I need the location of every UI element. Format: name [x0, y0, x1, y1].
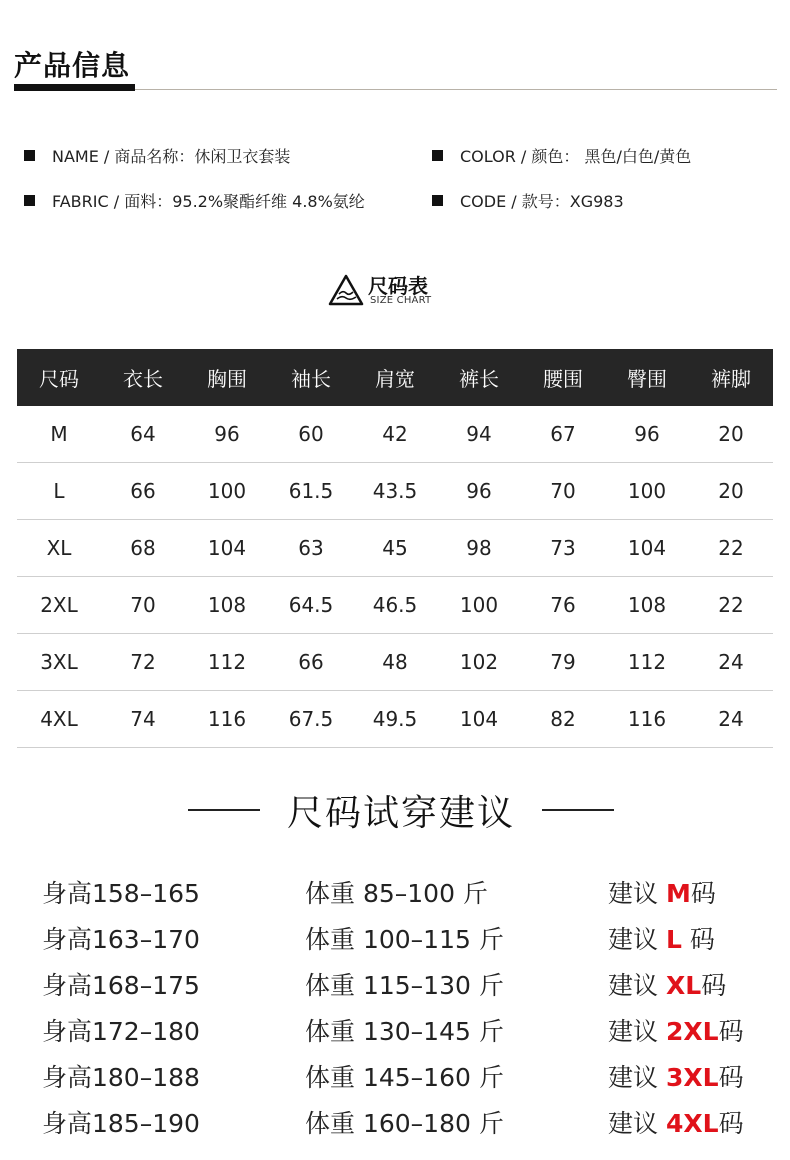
table-row [17, 463, 773, 520]
header-divider [135, 89, 777, 90]
fit-height: 身高185–190 [42, 1109, 200, 1138]
measure-cell: 82 [521, 691, 605, 748]
suggest-label: 建议 [608, 1109, 659, 1138]
table-header-cell: 袖长 [269, 349, 353, 406]
table-row [17, 691, 773, 748]
info-code-text: CODE / 款号：XG983 [460, 192, 624, 211]
heading-dash-right [542, 809, 614, 811]
fit-weight: 体重 100–115 斤 [305, 925, 504, 954]
title-underline-bar [14, 84, 135, 91]
suggested-size: 2XL [665, 1017, 719, 1046]
fit-weight: 体重 85–100 斤 [305, 879, 488, 908]
fit-height: 身高163–170 [42, 925, 200, 954]
fit-suggestion [608, 920, 715, 956]
page-title: 产品信息 [14, 49, 131, 82]
fit-weight: 体重 130–145 斤 [305, 1017, 504, 1046]
measure-cell: 116 [185, 691, 269, 748]
measure-cell: 98 [437, 520, 521, 577]
measure-cell: 43.5 [353, 463, 437, 520]
size-suffix: 码 [701, 971, 727, 1000]
measure-cell: 64.5 [269, 577, 353, 634]
size-suffix: 码 [718, 1109, 744, 1138]
measure-cell: 96 [437, 463, 521, 520]
measure-cell: 49.5 [353, 691, 437, 748]
measure-cell: 108 [185, 577, 269, 634]
info-color [432, 144, 691, 167]
info-fabric-text: FABRIC / 面料：95.2%聚酯纤维 4.8%氨纶 [52, 192, 365, 211]
table-header-cell: 肩宽 [353, 349, 437, 406]
fit-row [0, 874, 790, 914]
size-suffix: 码 [718, 1017, 744, 1046]
fit-suggestion [608, 1012, 744, 1048]
suggested-size: 4XL [665, 1109, 719, 1138]
table-header-cell: 衣长 [101, 349, 185, 406]
measure-cell: 96 [185, 406, 269, 463]
size-cell: 3XL [17, 634, 101, 691]
size-table [17, 349, 773, 748]
measure-cell: 48 [353, 634, 437, 691]
fit-row [0, 1012, 790, 1052]
measure-cell: 68 [101, 520, 185, 577]
size-suffix: 码 [689, 925, 715, 954]
size-cell: 2XL [17, 577, 101, 634]
info-color-text: COLOR / 颜色： 黑色/白色/黄色 [460, 147, 692, 166]
size-chart-heading [328, 270, 458, 310]
measure-cell: 96 [605, 406, 689, 463]
fit-height: 身高168–175 [42, 971, 200, 1000]
measure-cell: 108 [605, 577, 689, 634]
fit-suggestion [608, 1104, 744, 1140]
suggested-size: XL [665, 971, 702, 1000]
measure-cell: 100 [437, 577, 521, 634]
measure-cell: 74 [101, 691, 185, 748]
measure-cell: 64 [101, 406, 185, 463]
table-row [17, 406, 773, 463]
square-bullet-icon [24, 150, 35, 161]
suggested-size: M [665, 879, 691, 908]
measure-cell: 66 [101, 463, 185, 520]
square-bullet-icon [432, 150, 443, 161]
table-row [17, 577, 773, 634]
measure-cell: 70 [521, 463, 605, 520]
measure-cell: 42 [353, 406, 437, 463]
table-row [17, 520, 773, 577]
fit-guide-heading [188, 784, 614, 836]
size-cell: 4XL [17, 691, 101, 748]
suggest-label: 建议 [608, 1063, 659, 1092]
table-header-cell: 腰围 [521, 349, 605, 406]
fit-row [0, 1058, 790, 1098]
fit-height: 身高180–188 [42, 1063, 200, 1092]
fit-height: 身高172–180 [42, 1017, 200, 1046]
measure-cell: 24 [689, 691, 773, 748]
fit-suggestion [608, 874, 716, 910]
measure-cell: 70 [101, 577, 185, 634]
measure-cell: 112 [185, 634, 269, 691]
suggest-label: 建议 [608, 1017, 659, 1046]
suggest-label: 建议 [608, 925, 659, 954]
table-header-cell: 臀围 [605, 349, 689, 406]
measure-cell: 66 [269, 634, 353, 691]
info-name-text: NAME / 商品名称：休闲卫衣套装 [52, 147, 291, 166]
heading-dash-left [188, 809, 260, 811]
suggest-label: 建议 [608, 971, 659, 1000]
measure-cell: 20 [689, 463, 773, 520]
measure-cell: 94 [437, 406, 521, 463]
suggested-size: L [665, 925, 682, 954]
info-name [24, 144, 290, 167]
measure-cell: 22 [689, 520, 773, 577]
size-chart-title-cn: 尺码表 [368, 274, 428, 298]
triangle-hanger-icon [328, 274, 364, 306]
info-fabric [24, 189, 365, 212]
measure-cell: 60 [269, 406, 353, 463]
table-header-cell: 胸围 [185, 349, 269, 406]
fit-weight: 体重 145–160 斤 [305, 1063, 504, 1092]
fit-suggestion [608, 1058, 744, 1094]
info-code [432, 189, 624, 212]
suggested-size: 3XL [665, 1063, 719, 1092]
size-suffix: 码 [690, 879, 716, 908]
measure-cell: 45 [353, 520, 437, 577]
table-header-cell: 尺码 [17, 349, 101, 406]
measure-cell: 102 [437, 634, 521, 691]
fit-row [0, 920, 790, 960]
measure-cell: 20 [689, 406, 773, 463]
square-bullet-icon [432, 195, 443, 206]
table-row [17, 634, 773, 691]
measure-cell: 104 [437, 691, 521, 748]
measure-cell: 104 [185, 520, 269, 577]
table-header-cell: 裤长 [437, 349, 521, 406]
fit-suggestion [608, 966, 726, 1002]
suggest-label: 建议 [608, 879, 659, 908]
measure-cell: 73 [521, 520, 605, 577]
table-header-row [17, 349, 773, 406]
fit-height: 身高158–165 [42, 879, 200, 908]
size-chart-title-en: SIZE CHART [370, 295, 432, 306]
size-cell: M [17, 406, 101, 463]
measure-cell: 61.5 [269, 463, 353, 520]
fit-weight: 体重 160–180 斤 [305, 1109, 504, 1138]
measure-cell: 72 [101, 634, 185, 691]
fit-weight: 体重 115–130 斤 [305, 971, 504, 1000]
measure-cell: 67.5 [269, 691, 353, 748]
measure-cell: 112 [605, 634, 689, 691]
size-suffix: 码 [718, 1063, 744, 1092]
measure-cell: 104 [605, 520, 689, 577]
measure-cell: 100 [605, 463, 689, 520]
measure-cell: 76 [521, 577, 605, 634]
measure-cell: 79 [521, 634, 605, 691]
measure-cell: 67 [521, 406, 605, 463]
size-cell: XL [17, 520, 101, 577]
measure-cell: 24 [689, 634, 773, 691]
measure-cell: 63 [269, 520, 353, 577]
measure-cell: 46.5 [353, 577, 437, 634]
size-cell: L [17, 463, 101, 520]
fit-guide-title: 尺码试穿建议 [286, 792, 515, 834]
measure-cell: 100 [185, 463, 269, 520]
square-bullet-icon [24, 195, 35, 206]
measure-cell: 22 [689, 577, 773, 634]
fit-row [0, 966, 790, 1006]
table-header-cell: 裤脚 [689, 349, 773, 406]
measure-cell: 116 [605, 691, 689, 748]
fit-row [0, 1104, 790, 1144]
